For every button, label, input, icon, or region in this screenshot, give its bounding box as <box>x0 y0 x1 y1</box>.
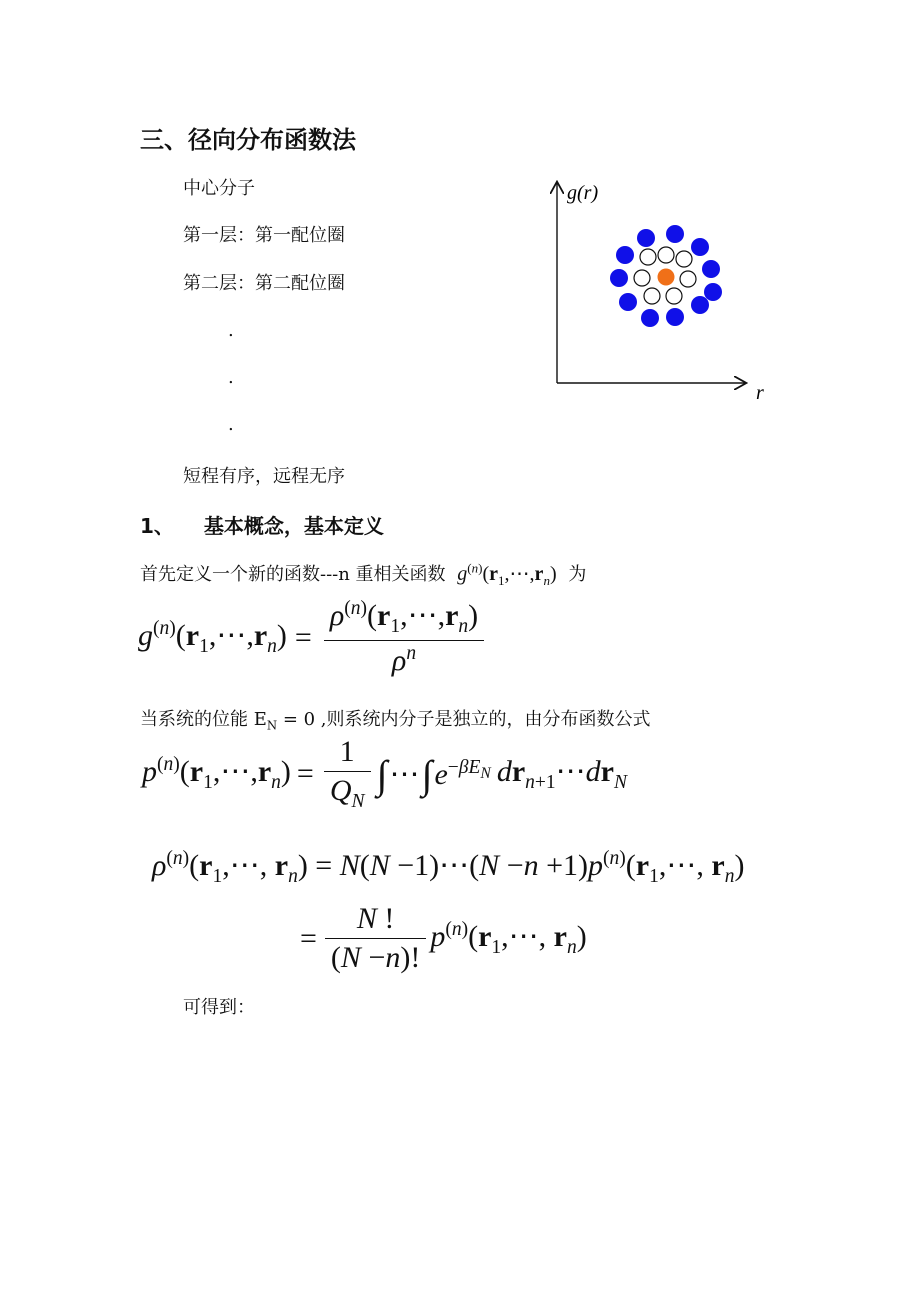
equation-rho-product: $\rho^{(n)}(r_1,\cdots$, $r_n) = N(N$ −1)⋯(N $-n +1)p^{(n)}(r_1,\cdots$, $r_n$) <box>152 848 745 887</box>
coordination-shell-figure <box>545 175 775 410</box>
y-axis-label: g(r) <box>567 182 599 204</box>
energy-text: = 0 ,则系统内分子是独立的，由分布函数公式 <box>277 709 651 730</box>
list-item-first-shell: 第一层：第一配位圈 <box>183 225 345 246</box>
inline-formula-g-n: $g^{(n)}(r_1,\cdots,r_n)$ <box>457 560 557 588</box>
list-item-second-shell: 第二层：第二配位圈 <box>183 273 345 294</box>
equation-p-distribution: $p^{(n)}(r_1,\cdots,r_n)$ = $\frac{1}{Q_N}$ ∫ ⋯ ∫ $e^{-\beta E_N}$ $dr_{n+1}\cdots dr_N$ <box>142 735 627 812</box>
definition-suffix: 为 <box>568 564 587 585</box>
definition-paragraph <box>140 560 586 589</box>
center-molecule <box>658 269 675 286</box>
energy-subscript: N <box>266 718 278 733</box>
definition-text: 首先定义一个新的函数---n 重相关函数 <box>140 564 446 585</box>
subsection-number: 1、 <box>140 514 174 538</box>
ellipsis-dot: . <box>228 414 234 435</box>
ellipsis-dot: . <box>228 320 234 341</box>
independence-paragraph <box>140 705 651 733</box>
list-item-center-molecule: 中心分子 <box>183 178 255 199</box>
equation-rho-factorial: = $\frac{N !}{(N -n)!}$ $p^{(n)}(r_1,\cdots$, $r_n$) <box>300 902 587 974</box>
subsection-title: 基本概念，基本定义 <box>203 514 384 538</box>
summary-text: 短程有序，远程无序 <box>183 466 345 487</box>
ellipsis-dot: . <box>228 367 234 388</box>
equation-g-definition: $g^{(n)}(r_1,\cdots,r_n)$ = $\frac{\rho^{(n)}(r_1,\cdots,r_n)}{\rho^n}$ <box>138 598 488 678</box>
subsection-heading <box>140 510 384 539</box>
energy-prefix: 当系统的位能 E <box>140 709 267 730</box>
x-axis-label: r <box>756 382 764 404</box>
closing-text: 可得到： <box>183 997 255 1018</box>
section-title: 三、径向分布函数法 <box>140 126 356 154</box>
